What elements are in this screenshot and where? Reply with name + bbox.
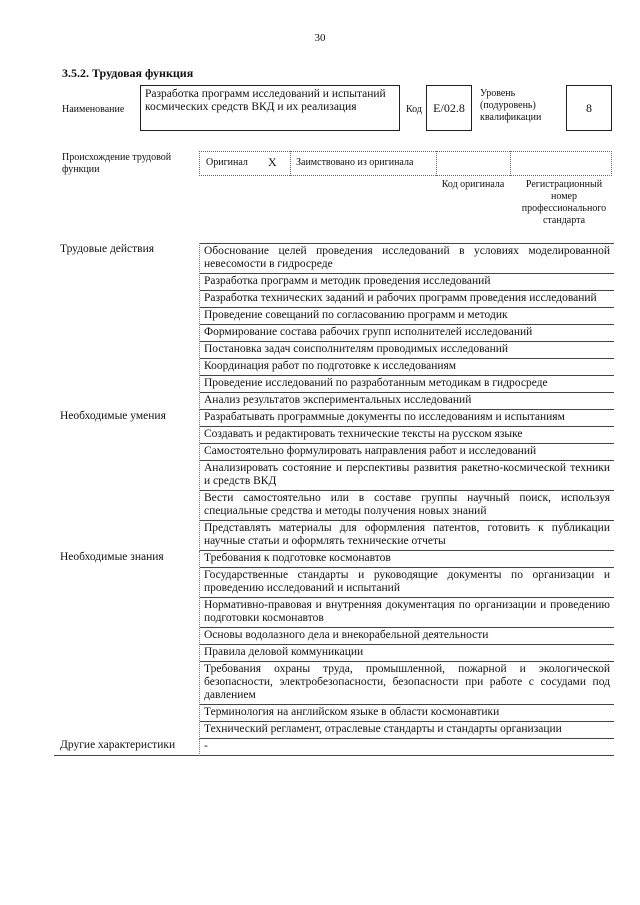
competency-table [54,243,614,756]
list-item: Проведение исследований по разработанным методикам в гидросреде [200,376,614,393]
list-item: Самостоятельно формулировать направления работ и исследований [200,444,614,461]
code-value: E/02.8 [433,100,465,115]
list-item: Государственные стандарты и руководящие документы по организации и проведению исследований и испытаний [200,568,614,598]
section-required-skills [54,410,614,551]
list-item: Координация работ по подготовке к исследованиям [200,359,614,376]
section-required-knowledge [54,551,614,739]
list-item: Обоснование целей проведения исследований в условиях моделированной невесомости в гидросреде [200,243,614,274]
list-item: Представлять материалы для оформления патентов, готовить к публикации научные статьи и оформлять технические отчеты [200,521,614,551]
section-title: 3.5.2. Трудовая функция [62,66,194,80]
page-number: 30 [314,32,326,44]
naming-label: Наименование [62,104,125,115]
section-label: Трудовые действия [54,243,200,410]
list-item: Формирование состава рабочих групп исполнителей исследований [200,325,614,342]
list-item: Анализ результатов экспериментальных исследований [200,393,614,410]
list-item: Основы водолазного дела и внекорабельной деятельности [200,628,614,645]
list-item: Анализировать состояние и перспективы развития ракетно-космической техники и средств ВКД [200,461,614,491]
code-box [426,85,472,131]
level-value: 8 [586,100,592,115]
list-item: Требования охраны труда, промышленной, пожарной и экологической безопасности, электробезопасности, безопасности при работе с сосудами под давлением [200,662,614,705]
list-item: Правила деловой коммуникации [200,645,614,662]
function-name-box [140,85,400,131]
code-label: Код [406,104,422,115]
list-item: Требования к подготовке космонавтов [200,551,614,568]
list-item: Терминология на английском языке в области космонавтики [200,705,614,722]
origin-divider [436,151,437,176]
list-item: Постановка задач соисполнителям проводимых исследований [200,342,614,359]
code-original-label: Код оригинала [441,179,505,190]
list-item: Создавать и редактировать технические тексты на русском языке [200,427,614,444]
function-name: Разработка программ исследований и испытаний космических средств ВКД и их реализация [145,88,386,113]
list-item: Разрабатывать программные документы по исследованиям и испытаниям [200,410,614,427]
origin-label: Происхождение трудовой функции [62,152,172,175]
section-other-characteristics [54,739,614,756]
list-item: - [200,739,614,756]
origin-divider [510,151,511,176]
reg-number-label: Регистрационный номер профессионального стандарта [521,179,607,226]
level-box [566,85,612,131]
list-item: Технический регламент, отраслевые стандарты и стандарты организации [200,722,614,739]
origin-borrowed: Заимствовано из оригинала [296,157,414,168]
list-item: Проведение совещаний по согласованию программ и методик [200,308,614,325]
section-label: Необходимые умения [54,410,200,551]
section-label: Необходимые знания [54,551,200,739]
list-item: Вести самостоятельно или в составе группы научный поиск, используя специальные средства и методы получения новых знаний [200,491,614,521]
origin-divider [290,151,291,176]
section-label: Другие характеристики [54,739,200,756]
list-item: Нормативно-правовая и внутренняя документация по организации и проведению подготовки космонавтов [200,598,614,628]
list-item: Разработка технических заданий и рабочих программ проведения исследований [200,291,614,308]
origin-original: Оригинал [206,157,248,168]
list-item: Разработка программ и методик проведения исследований [200,274,614,291]
level-label: Уровень (подуровень) квалификации [480,88,542,123]
section-labor-actions [54,243,614,410]
origin-mark: X [268,155,277,169]
